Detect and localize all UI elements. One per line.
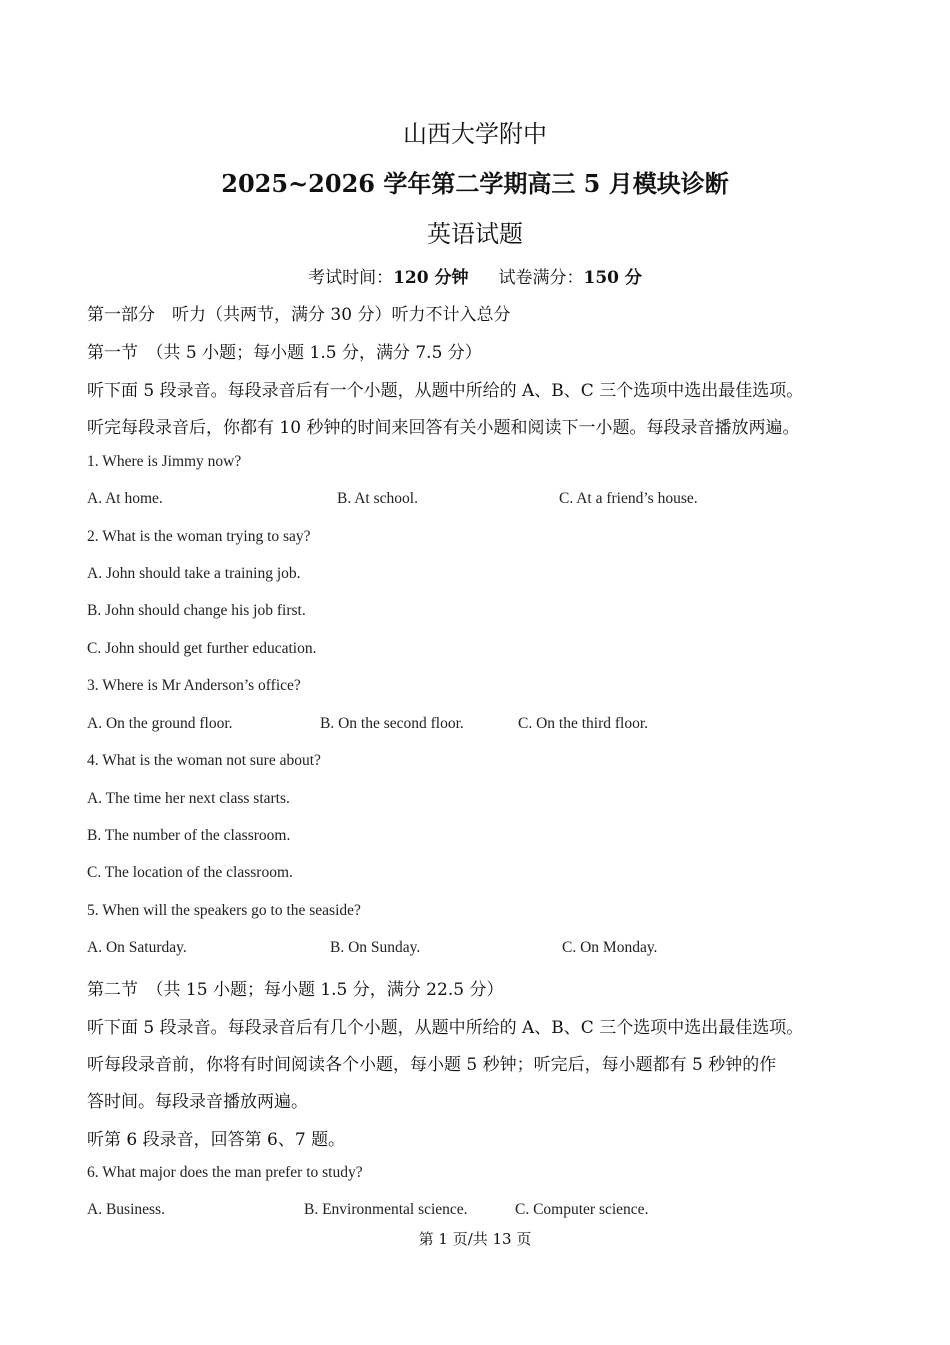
question-stem: 3. Where is Mr Anderson’s office? bbox=[87, 677, 301, 694]
option-c: C. The location of the classroom. bbox=[87, 864, 293, 881]
option-a: A. The time her next class starts. bbox=[87, 790, 290, 807]
section2-instruction: 答时间。每段录音播放两遍。 bbox=[87, 1092, 308, 1112]
exam-subject: 英语试题 bbox=[427, 220, 523, 248]
exam-title: 2025~2026 学年第二学期高三 5 月模块诊断 bbox=[221, 169, 729, 198]
question-stem: 1. Where is Jimmy now? bbox=[87, 453, 242, 470]
section1-instruction: 听下面 5 段录音。每段录音后有一个小题，从题中所给的 A、B、C 三个选项中选出最佳选项。 bbox=[87, 381, 804, 401]
exam-time-value: 120 分钟 bbox=[393, 268, 469, 288]
question-stem: 2. What is the woman trying to say? bbox=[87, 528, 311, 545]
option-c: C. At a friend’s house. bbox=[559, 490, 698, 507]
option-b: B. Environmental science. bbox=[304, 1201, 468, 1218]
option-c: C. Computer science. bbox=[515, 1201, 649, 1218]
exam-time-label: 考试时间： bbox=[308, 268, 394, 288]
full-score-value: 150 分 bbox=[583, 268, 642, 288]
option-a: A. Business. bbox=[87, 1201, 165, 1218]
exam-meta bbox=[0, 263, 950, 288]
full-score-label: 试卷满分： bbox=[498, 268, 584, 288]
question-stem: 5. When will the speakers go to the seaside? bbox=[87, 902, 361, 919]
section2-instruction: 听下面 5 段录音。每段录音后有几个小题，从题中所给的 A、B、C 三个选项中选出最佳选项。 bbox=[87, 1018, 804, 1038]
section2-instruction: 听每段录音前，你将有时间阅读各个小题，每小题 5 秒钟；听完后，每小题都有 5 秒钟的作 bbox=[87, 1055, 777, 1075]
option-b: B. On Sunday. bbox=[330, 939, 421, 956]
option-a: A. At home. bbox=[87, 490, 163, 507]
option-b: B. The number of the classroom. bbox=[87, 827, 291, 844]
section1-instruction: 听完每段录音后，你都有 10 秒钟的时间来回答有关小题和阅读下一小题。每段录音播放两遍。 bbox=[87, 418, 800, 438]
option-a: A. On Saturday. bbox=[87, 939, 187, 956]
question-stem: 6. What major does the man prefer to study? bbox=[87, 1164, 363, 1181]
page-footer: 第 1 页/共 13 页 bbox=[418, 1230, 532, 1248]
section2-heading: 第二节 （共 15 小题；每小题 1.5 分，满分 22.5 分） bbox=[87, 980, 504, 1000]
question-stem: 4. What is the woman not sure about? bbox=[87, 752, 321, 769]
option-b: B. On the second floor. bbox=[320, 715, 464, 732]
part1-heading: 第一部分 听力（共两节，满分 30 分）听力不计入总分 bbox=[87, 305, 511, 325]
option-c: C. On Monday. bbox=[562, 939, 658, 956]
option-a: A. On the ground floor. bbox=[87, 715, 233, 732]
recording-6-instruction: 听第 6 段录音，回答第 6、7 题。 bbox=[87, 1130, 346, 1150]
option-c: C. On the third floor. bbox=[518, 715, 649, 732]
option-b: B. John should change his job first. bbox=[87, 602, 306, 619]
section1-heading: 第一节 （共 5 小题；每小题 1.5 分，满分 7.5 分） bbox=[87, 343, 482, 363]
school-name: 山西大学附中 bbox=[403, 120, 547, 148]
option-c: C. John should get further education. bbox=[87, 640, 317, 657]
option-a: A. John should take a training job. bbox=[87, 565, 301, 582]
option-b: B. At school. bbox=[337, 490, 418, 507]
